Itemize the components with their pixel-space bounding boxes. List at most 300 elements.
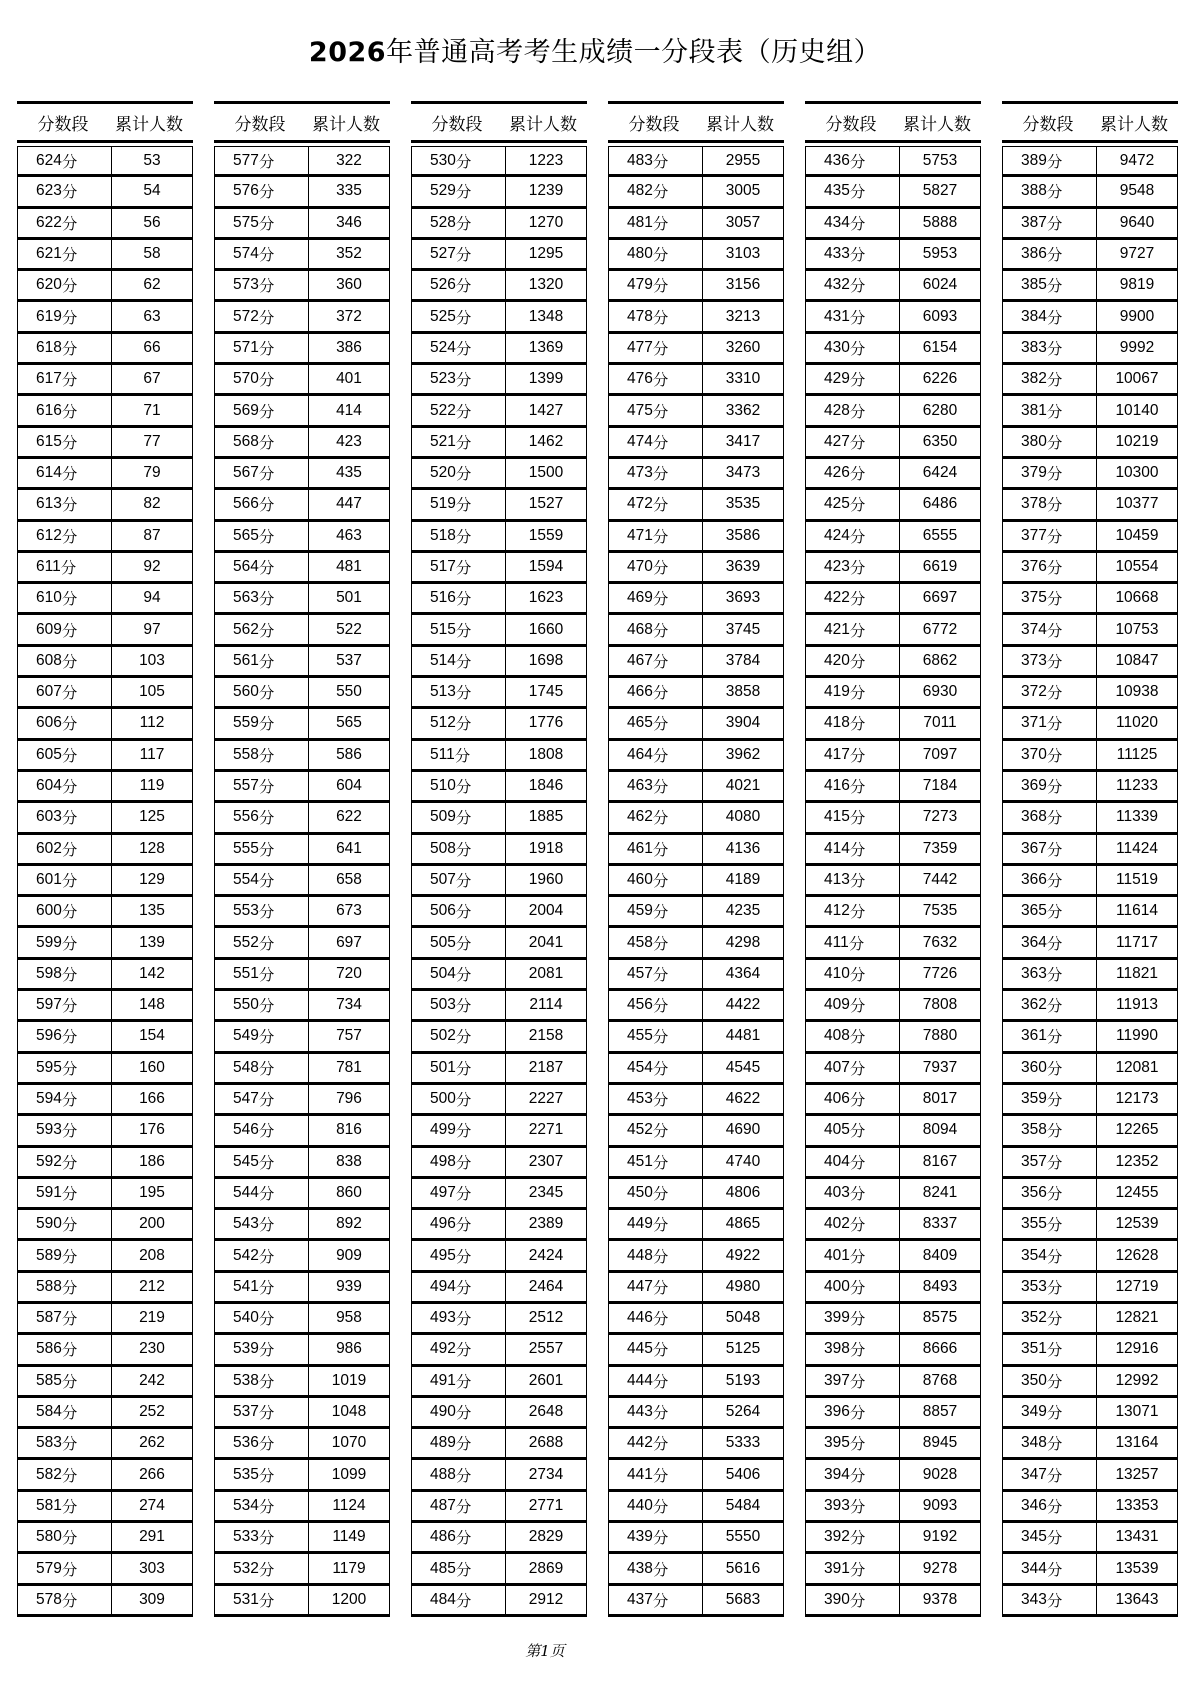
score-cell-wrap	[18, 428, 112, 456]
score-cell-wrap	[215, 334, 309, 362]
score-suffix: 分	[849, 560, 866, 577]
score-suffix: 分	[455, 434, 472, 452]
table-row	[608, 459, 784, 490]
score-cell: 578	[36, 1590, 62, 1608]
score-suffix: 分	[849, 998, 866, 1016]
count-cell: 958	[336, 1309, 362, 1327]
score-cell-wrap	[1003, 741, 1097, 769]
score-cell-wrap	[806, 1398, 900, 1426]
count-cell: 3260	[725, 338, 761, 356]
score-cell: 554	[233, 870, 259, 888]
score-cell-wrap	[215, 1054, 309, 1082]
count-cell: 501	[336, 589, 362, 607]
table-row	[411, 1492, 587, 1523]
score-suffix: 分	[258, 1060, 275, 1078]
table-row	[805, 1022, 981, 1053]
count-cell: 12265	[1115, 1121, 1159, 1139]
score-cell-wrap	[806, 1022, 900, 1050]
score-cell-wrap	[412, 1022, 506, 1050]
score-suffix: 分	[849, 1248, 866, 1266]
score-cell: 441	[627, 1465, 653, 1483]
score-cell: 428	[824, 401, 850, 419]
table-row	[411, 1523, 587, 1554]
score-suffix: 分	[61, 1248, 78, 1266]
count-cell: 160	[139, 1058, 165, 1076]
score-cell: 558	[233, 745, 259, 763]
score-cell: 585	[36, 1371, 62, 1389]
score-suffix: 分	[258, 184, 275, 202]
score-cell: 527	[430, 245, 456, 263]
score-cell: 426	[824, 464, 850, 482]
count-cell: 360	[336, 276, 362, 294]
count-cell: 176	[139, 1121, 165, 1139]
score-cell-wrap	[1003, 1586, 1097, 1614]
score-suffix: 分	[652, 1592, 669, 1610]
score-suffix: 分	[1046, 1373, 1063, 1391]
score-cell-wrap	[412, 615, 506, 643]
score-cell: 563	[233, 589, 259, 607]
count-cell: 1099	[331, 1465, 367, 1483]
count-cell: 8409	[922, 1246, 958, 1264]
table-row	[214, 1241, 390, 1272]
score-cell-wrap	[412, 1429, 506, 1457]
score-cell-wrap	[412, 147, 506, 174]
count-cell: 757	[336, 1027, 362, 1045]
score-cell: 481	[627, 213, 653, 231]
table-row	[805, 1429, 981, 1460]
table-row	[214, 522, 390, 553]
count-cell: 12628	[1115, 1246, 1159, 1264]
score-suffix: 分	[849, 309, 866, 327]
title-text: 年普通高考考生成绩一分段表（历史组）	[386, 37, 882, 68]
score-cell-wrap	[1003, 615, 1097, 643]
score-cell-wrap	[215, 741, 309, 769]
score-cell: 616	[36, 401, 62, 419]
table-row	[608, 1116, 784, 1147]
score-cell: 473	[627, 464, 653, 482]
table-row	[1002, 553, 1178, 584]
count-cell: 10219	[1115, 432, 1159, 450]
table-row	[17, 991, 193, 1022]
count-cell: 2004	[528, 902, 564, 920]
score-cell: 536	[233, 1434, 259, 1452]
score-cell: 572	[233, 307, 259, 325]
score-suffix: 分	[1046, 685, 1063, 703]
score-cell-wrap	[806, 1367, 900, 1395]
score-suffix: 分	[455, 716, 472, 734]
count-cell: 242	[139, 1371, 165, 1389]
score-cell: 542	[233, 1246, 259, 1264]
score-suffix: 分	[652, 184, 669, 202]
count-cell: 9192	[922, 1528, 958, 1546]
score-cell: 411	[824, 933, 849, 951]
count-cell: 8945	[922, 1434, 958, 1452]
table-row	[805, 991, 981, 1022]
score-cell: 447	[627, 1277, 653, 1295]
score-cell-wrap	[609, 553, 703, 581]
count-cell: 12719	[1115, 1277, 1159, 1295]
score-cell-wrap	[18, 334, 112, 362]
score-suffix: 分	[61, 1092, 78, 1110]
count-cell: 5550	[725, 1528, 761, 1546]
score-suffix: 分	[258, 1561, 275, 1579]
score-suffix: 分	[258, 653, 275, 671]
table-row	[608, 428, 784, 459]
table-row	[1002, 1429, 1178, 1460]
score-suffix: 分	[1046, 434, 1063, 452]
score-cell: 571	[233, 338, 259, 356]
count-cell: 346	[336, 213, 362, 231]
table-row	[608, 897, 784, 928]
score-suffix: 分	[1046, 872, 1063, 890]
table-row	[805, 1398, 981, 1429]
count-cell: 4545	[725, 1058, 761, 1076]
table-row	[214, 1367, 390, 1398]
score-cell: 414	[824, 839, 850, 857]
score-cell: 394	[824, 1465, 850, 1483]
count-cell: 129	[139, 870, 165, 888]
table-row	[411, 1398, 587, 1429]
count-cell: 252	[139, 1403, 165, 1421]
count-cell: 7097	[922, 745, 958, 763]
score-suffix: 分	[652, 1342, 669, 1360]
count-cell: 9819	[1119, 276, 1155, 294]
score-cell: 549	[233, 1027, 259, 1045]
score-suffix: 分	[849, 810, 866, 828]
count-cell: 13643	[1115, 1590, 1159, 1608]
score-suffix: 分	[61, 1373, 78, 1391]
score-cell-wrap	[215, 1116, 309, 1144]
count-cell: 11717	[1116, 933, 1158, 951]
score-suffix: 分	[849, 1060, 866, 1078]
table-row	[17, 615, 193, 646]
count-cell: 3005	[725, 182, 761, 200]
score-cell: 409	[824, 996, 850, 1014]
table-row	[411, 741, 587, 772]
table-row	[411, 1210, 587, 1241]
count-cell: 5616	[725, 1559, 761, 1577]
score-suffix: 分	[652, 215, 669, 233]
count-cell: 71	[143, 401, 161, 419]
score-cell: 602	[36, 839, 62, 857]
score-cell-wrap	[1003, 1460, 1097, 1488]
table-row	[805, 240, 981, 271]
count-cell: 10140	[1115, 401, 1159, 419]
score-suffix: 分	[61, 1467, 78, 1485]
score-cell-wrap	[412, 1273, 506, 1301]
count-cell: 119	[139, 777, 165, 795]
score-cell-wrap	[18, 1085, 112, 1113]
count-cell: 142	[139, 964, 165, 982]
table-row	[17, 396, 193, 427]
score-cell: 374	[1021, 620, 1047, 638]
score-suffix: 分	[455, 309, 472, 327]
score-cell: 400	[824, 1277, 850, 1295]
count-cell: 9992	[1119, 338, 1155, 356]
score-cell-wrap	[18, 897, 112, 925]
table-row	[608, 146, 784, 177]
score-suffix: 分	[1046, 841, 1063, 859]
table-row	[411, 1148, 587, 1179]
table-row	[411, 240, 587, 271]
score-cell-wrap	[806, 459, 900, 487]
table-row	[411, 1273, 587, 1304]
score-cell-wrap	[412, 772, 506, 800]
score-cell: 604	[36, 777, 62, 795]
score-suffix: 分	[652, 1436, 669, 1454]
score-suffix: 分	[652, 591, 669, 609]
table-row	[608, 522, 784, 553]
score-suffix: 分	[258, 904, 275, 922]
score-suffix: 分	[849, 1405, 866, 1423]
count-cell: 892	[336, 1215, 362, 1233]
count-cell: 92	[143, 558, 161, 575]
score-cell: 385	[1021, 276, 1047, 294]
score-suffix: 分	[455, 1060, 472, 1078]
score-cell-wrap	[412, 522, 506, 550]
table-row	[17, 709, 193, 740]
score-cell: 552	[233, 933, 259, 951]
count-cell: 12352	[1115, 1152, 1159, 1170]
table-row	[1002, 1460, 1178, 1491]
score-cell: 384	[1021, 307, 1047, 325]
score-cell: 544	[233, 1183, 259, 1201]
score-cell-wrap	[18, 928, 112, 956]
score-suffix: 分	[455, 528, 472, 546]
count-cell: 6350	[922, 432, 958, 450]
score-suffix: 分	[258, 1530, 275, 1548]
table-row	[805, 584, 981, 615]
score-suffix: 分	[61, 153, 78, 171]
score-cell-wrap	[609, 1429, 703, 1457]
score-cell-wrap	[18, 271, 112, 299]
count-cell: 9378	[922, 1590, 958, 1608]
score-cell-wrap	[806, 1586, 900, 1614]
score-cell-wrap	[1003, 1367, 1097, 1395]
score-suffix: 分	[455, 935, 472, 953]
score-cell: 390	[824, 1590, 850, 1608]
table-row	[411, 177, 587, 208]
score-cell-wrap	[18, 553, 112, 581]
table-body	[608, 146, 784, 1617]
score-cell: 391	[824, 1559, 850, 1577]
score-suffix: 分	[61, 309, 78, 327]
score-cell: 479	[627, 276, 653, 294]
table-row	[17, 1398, 193, 1429]
count-cell: 401	[336, 370, 362, 388]
score-cell-wrap	[215, 1554, 309, 1582]
count-cell: 6697	[922, 589, 958, 607]
score-cell: 496	[430, 1215, 456, 1233]
table-row	[411, 991, 587, 1022]
count-cell: 166	[139, 1090, 165, 1108]
table-row	[805, 1273, 981, 1304]
count-cell: 1124	[332, 1496, 366, 1514]
table-row	[214, 459, 390, 490]
score-suffix: 分	[1046, 153, 1063, 171]
count-cell: 94	[143, 589, 161, 607]
count-cell: 6486	[922, 495, 958, 513]
count-cell: 2307	[528, 1152, 564, 1170]
table-row	[411, 1367, 587, 1398]
table-row	[1002, 1492, 1178, 1523]
score-cell: 525	[430, 307, 456, 325]
score-cell-wrap	[215, 1492, 309, 1520]
count-cell: 435	[336, 464, 362, 482]
score-table-column	[411, 101, 587, 1617]
count-cell: 2041	[528, 933, 564, 951]
table-row	[1002, 1554, 1178, 1585]
count-cell: 1048	[331, 1403, 367, 1421]
score-cell-wrap	[1003, 459, 1097, 487]
score-cell: 494	[430, 1277, 456, 1295]
table-row	[411, 1241, 587, 1272]
score-suffix: 分	[849, 372, 866, 390]
score-cell-wrap	[215, 584, 309, 612]
score-cell-wrap	[18, 1492, 112, 1520]
score-suffix: 分	[652, 247, 669, 265]
score-suffix: 分	[1046, 1217, 1063, 1235]
score-cell: 445	[627, 1340, 653, 1358]
score-cell-wrap	[1003, 302, 1097, 330]
table-row	[411, 365, 587, 396]
score-suffix: 分	[455, 215, 472, 233]
count-cell: 2187	[528, 1058, 564, 1076]
score-cell: 618	[36, 338, 62, 356]
score-suffix: 分	[455, 1154, 472, 1172]
score-suffix: 分	[61, 1405, 78, 1423]
score-cell: 532	[233, 1559, 259, 1577]
count-cell: 9640	[1119, 213, 1155, 231]
count-cell: 11424	[1116, 839, 1158, 857]
count-cell: 82	[143, 495, 161, 513]
score-suffix: 分	[258, 716, 275, 734]
count-cell: 9093	[922, 1496, 958, 1514]
score-suffix: 分	[455, 1436, 472, 1454]
score-cell: 435	[824, 182, 850, 200]
score-suffix: 分	[258, 340, 275, 358]
score-suffix: 分	[455, 841, 472, 859]
score-cell-wrap	[609, 365, 703, 393]
score-suffix: 分	[652, 1279, 669, 1297]
score-cell: 343	[1021, 1590, 1047, 1608]
score-suffix: 分	[849, 528, 866, 546]
table-body	[17, 146, 193, 1617]
score-cell: 556	[233, 808, 259, 826]
count-cell: 6555	[922, 526, 958, 544]
score-cell-wrap	[609, 960, 703, 988]
score-cell-wrap	[215, 678, 309, 706]
score-cell: 533	[233, 1528, 259, 1546]
score-cell-wrap	[806, 1273, 900, 1301]
score-suffix: 分	[455, 591, 472, 609]
score-suffix: 分	[849, 1592, 866, 1610]
score-cell-wrap	[806, 396, 900, 424]
score-suffix: 分	[1046, 1561, 1063, 1579]
count-cell: 11821	[1116, 964, 1158, 982]
table-row	[1002, 365, 1178, 396]
score-cell-wrap	[215, 835, 309, 863]
count-cell: 816	[336, 1121, 362, 1139]
count-cell: 4922	[725, 1246, 761, 1264]
score-cell: 560	[233, 683, 259, 701]
table-row	[608, 240, 784, 271]
score-suffix: 分	[652, 747, 669, 765]
score-cell: 431	[824, 307, 850, 325]
count-cell: 622	[336, 808, 362, 826]
table-row	[17, 1148, 193, 1179]
score-suffix: 分	[1046, 935, 1063, 953]
count-cell: 6154	[922, 338, 958, 356]
count-cell: 860	[336, 1183, 362, 1201]
score-cell-wrap	[18, 960, 112, 988]
score-suffix: 分	[455, 872, 472, 890]
count-cell: 322	[336, 151, 362, 169]
score-suffix: 分	[61, 434, 78, 452]
count-cell: 4690	[725, 1121, 761, 1139]
score-cell-wrap	[215, 1304, 309, 1332]
score-cell: 386	[1021, 245, 1047, 263]
count-cell: 3213	[725, 307, 761, 325]
score-suffix: 分	[258, 1436, 275, 1454]
table-row	[1002, 615, 1178, 646]
table-row	[1002, 928, 1178, 959]
score-cell: 593	[36, 1121, 62, 1139]
score-table-column	[1002, 101, 1178, 1617]
score-cell-wrap	[215, 866, 309, 894]
table-row	[17, 1554, 193, 1585]
count-cell: 2345	[528, 1183, 564, 1201]
score-cell: 381	[1021, 401, 1047, 419]
count-cell: 291	[139, 1528, 165, 1546]
table-row	[608, 584, 784, 615]
score-suffix: 分	[652, 1405, 669, 1423]
score-cell: 469	[627, 589, 653, 607]
count-cell: 9028	[922, 1465, 958, 1483]
score-cell: 505	[430, 933, 456, 951]
table-row	[805, 678, 981, 709]
table-row	[608, 1492, 784, 1523]
table-row	[411, 490, 587, 521]
score-cell-wrap	[609, 647, 703, 675]
score-suffix: 分	[61, 747, 78, 765]
score-cell: 612	[36, 526, 62, 544]
count-cell: 1369	[528, 338, 564, 356]
score-cell-wrap	[1003, 866, 1097, 894]
score-cell: 415	[824, 808, 850, 826]
score-cell-wrap	[412, 1148, 506, 1176]
score-cell-wrap	[412, 177, 506, 205]
score-cell-wrap	[609, 1179, 703, 1207]
score-cell: 565	[233, 526, 259, 544]
score-cell: 348	[1021, 1434, 1047, 1452]
score-cell-wrap	[412, 803, 506, 831]
table-row	[214, 209, 390, 240]
table-row	[411, 709, 587, 740]
score-cell-wrap	[1003, 553, 1097, 581]
score-suffix: 分	[455, 1405, 472, 1423]
count-cell: 7726	[922, 964, 958, 982]
count-cell: 8493	[922, 1277, 958, 1295]
score-suffix: 分	[61, 528, 78, 546]
score-cell-wrap	[806, 741, 900, 769]
score-suffix: 分	[849, 184, 866, 202]
table-row	[17, 897, 193, 928]
score-cell-wrap	[215, 772, 309, 800]
score-cell-wrap	[1003, 522, 1097, 550]
score-cell: 590	[36, 1215, 62, 1233]
count-cell: 1179	[332, 1559, 366, 1577]
